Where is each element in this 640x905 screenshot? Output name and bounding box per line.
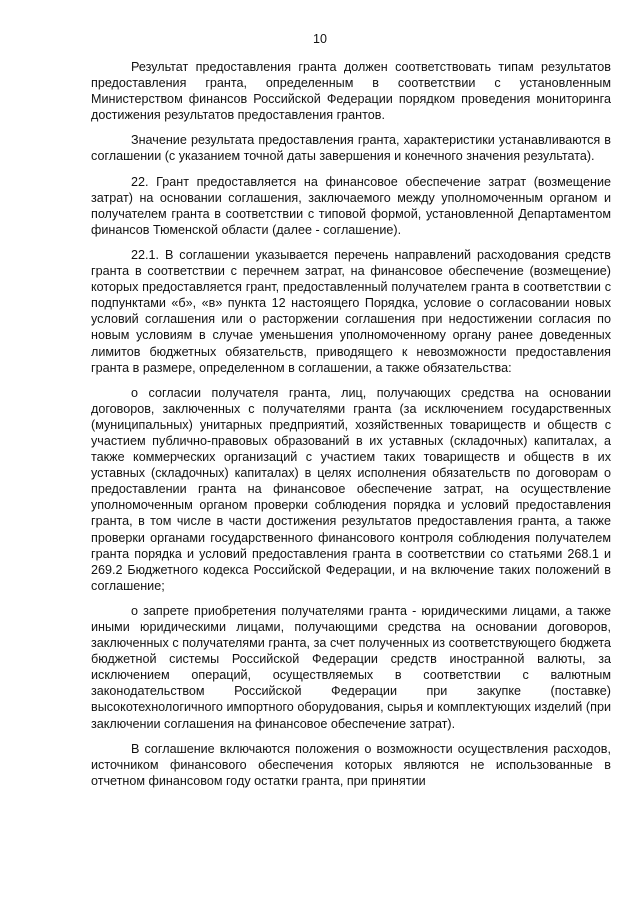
document-body [91, 59, 611, 798]
paragraph-grant-result-types: Результат предоставления гранта должен соответствовать типам результатов предоставления гранта, определенным в соответствии с установленным Министерством финансов Российской Федерации порядком проведения мониторинга достижения результатов предоставления грантов. [91, 60, 611, 123]
paragraph-unused-balance: В соглашение включаются положения о возможности осуществления расходов, источником финансового обеспечения которых являются не использованные в отчетном финансовом году остатки гранта, при принятии [91, 741, 611, 788]
paragraph-result-values: Значение результата предоставления гранта, характеристики устанавливаются в соглашении (с указанием точной даты завершения и конечного значения результата). [91, 133, 611, 164]
paragraph-22-grant-agreement: 22. Грант предоставляется на финансовое обеспечение затрат (возмещение затрат) на основании соглашения, заключаемого между уполномоченным органом и получателем гранта в соответствии с типовой формой, установленной Департаментом финансов Тюменской области (далее - соглашение). [91, 174, 611, 237]
paragraph-consent-to-inspection: о согласии получателя гранта, лиц, получающих средства на основании договоров, заключенных с получателями гранта (за исключением государственных (муниципальных) унитарных предприятий, хозяйственных товариществ и обществ с участием публично-правовых образований в их уставных (складочных) капиталах, а также коммерческих организаций с участием таких товариществ и обществ в их уставных (складочных) капиталах) в целях исполнения обязательств по договорам о предоставлении гранта на финансовое обеспечение затрат, на осуществление уполномоченным органом проверки соблюдения порядка и условий предоставления гранта, в том числе в части достижения результатов предоставления гранта, а также проверки органами государственного финансового контроля соблюдения получателем гранта порядка и условий предоставления гранта в соответствии со статьями 268.1 и 269.2 Бюджетного кодекса Российской Федерации, и на включение таких положений в соглашение; [91, 385, 611, 593]
paragraph-22-1-agreement-contents: 22.1. В соглашении указывается перечень направлений расходования средств гранта в соответствии с перечнем затрат, на финансовое обеспечение (возмещение) которых предоставляется грант, предоставленный получателем гранта в соответствии с подпунктами «б», «в» пункта 12 настоящего Порядка, условие о согласовании новых условий соглашения или о расторжении соглашения при недостижении согласия по новым условиям в случае уменьшения уполномоченному органу ранее доведенных лимитов бюджетных обязательств, приводящего к невозможности предоставления гранта в размере, определенном в соглашении, а также обязательства: [91, 247, 611, 375]
page-number: 10 [313, 32, 327, 46]
paragraph-foreign-currency-ban: о запрете приобретения получателями гранта - юридическими лицами, а также иными юридическими лицами, получающими средства на основании договоров, заключенных с получателями гранта, за счет полученных из соответствующего бюджета бюджетной системы Российской Федерации средств иностранной валюты, за исключением операций, осуществляемых в соответствии с валютным законодательством Российской Федерации при закупке (поставке) высокотехнологичного импортного оборудования, сырья и комплектующих изделий (при заключении соглашения на финансовое обеспечение затрат). [91, 603, 611, 731]
